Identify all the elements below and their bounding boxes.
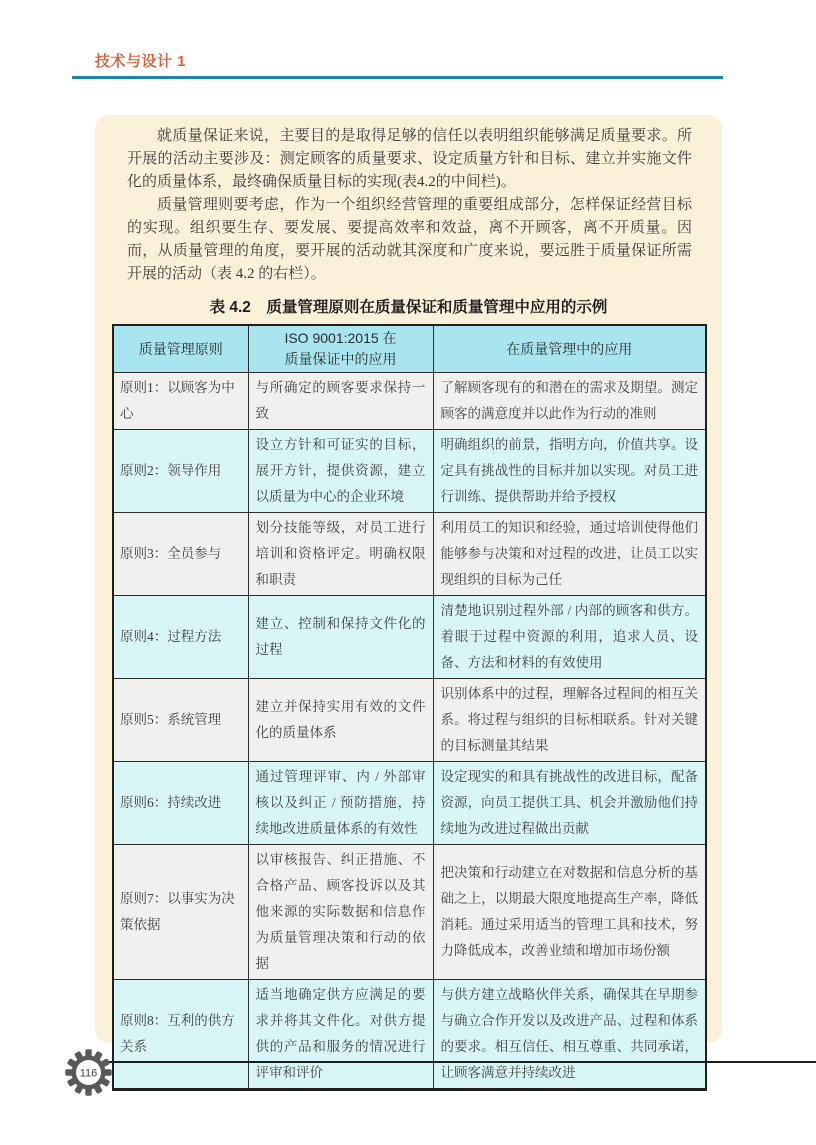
table-row — [113, 980, 706, 1090]
cell-qa: 通过管理评审、内 / 外部审核以及纠正 / 预防措施，持续地改进质量体系的有效性 — [248, 762, 433, 845]
table-row — [113, 430, 706, 513]
intro-paragraph-1: 就质量保证来说，主要目的是取得足够的信任以表明组织能够满足质量要求。所开展的活动主要涉及：测定顾客的质量要求、设定质量方针和目标、建立并实施文件化的质量体系，最终确保质量目标的实现(表4.2的中间栏)。 — [127, 128, 692, 190]
cell-principle: 原则3：全员参与 — [113, 513, 248, 596]
cell-qm: 清楚地识别过程外部 / 内部的顾客和供方。着眼于过程中资源的利用，追求人员、设备、方法和材料的有效使用 — [433, 596, 706, 679]
table-row — [113, 373, 706, 430]
cell-principle: 原则5：系统管理 — [113, 679, 248, 762]
gear-icon — [65, 1049, 112, 1096]
cell-qm: 识别体系中的过程，理解各过程间的相互关系。将过程与组织的目标相联系。针对关键的目标测量其结果 — [433, 679, 706, 762]
table-row — [113, 845, 706, 980]
cell-qa: 适当地确定供方应满足的要求并将其文件化。对供方提供的产品和服务的情况进行评审和评价 — [248, 980, 433, 1090]
page-number: 116 — [79, 1067, 98, 1080]
page-header-title: 技术与设计 1 — [95, 53, 187, 70]
cell-qm: 利用员工的知识和经验，通过培训使得他们能够参与决策和对过程的改进，让员工以实现组织的目标为己任 — [433, 513, 706, 596]
cell-principle: 原则6：持续改进 — [113, 762, 248, 845]
table-row — [113, 596, 706, 679]
cell-qm: 了解顾客现有的和潜在的需求及期望。测定顾客的满意度并以此作为行动的准则 — [433, 373, 706, 430]
cell-qa: 以审核报告、纠正措施、不合格产品、顾客投诉以及其他来源的实际数据和信息作为质量管理决策和行动的依据 — [248, 845, 433, 980]
col-header-principle: 质量管理原则 — [113, 325, 248, 373]
table-row — [113, 762, 706, 845]
col-header-qa — [248, 325, 433, 373]
cell-qm: 设定现实的和具有挑战性的改进目标，配备资源，向员工提供工具、机会并激励他们持续地为改进过程做出贡献 — [433, 762, 706, 845]
cell-principle: 原则1：以顾客为中心 — [113, 373, 248, 430]
col-header-qa-line1: ISO 9001:2015 在 — [284, 330, 397, 346]
table-row — [113, 513, 706, 596]
cell-qa: 建立、控制和保持文件化的过程 — [248, 596, 433, 679]
content-panel — [95, 115, 722, 1080]
col-header-qa-line2: 质量保证中的应用 — [284, 351, 397, 367]
cell-qm: 明确组织的前景，指明方向，价值共享。设定具有挑战性的目标并加以实现。对员工进行训练、提供帮助并给予授权 — [433, 430, 706, 513]
col-header-qm: 在质量管理中的应用 — [433, 325, 706, 373]
table-header-row — [113, 325, 706, 373]
cell-principle: 原则4：过程方法 — [113, 596, 248, 679]
cell-principle: 原则7：以事实为决策依据 — [113, 845, 248, 980]
cell-qa: 与所确定的顾客要求保持一致 — [248, 373, 433, 430]
footer-rule — [108, 1061, 816, 1063]
table-row — [113, 679, 706, 762]
cell-qm: 与供方建立战略伙伴关系，确保其在早期参与确立合作开发以及改进产品、过程和体系的要求。相互信任、相互尊重、共同承诺，让顾客满意并持续改进 — [433, 980, 706, 1090]
cell-qa: 设立方针和可证实的目标，展开方针，提供资源，建立以质量为中心的企业环境 — [248, 430, 433, 513]
table-title: 表 4.2 质量管理原则在质量保证和质量管理中应用的示例 — [209, 299, 608, 316]
quality-principles-table — [112, 324, 707, 1091]
cell-principle: 原则8：互利的供方关系 — [113, 980, 248, 1090]
cell-qa: 划分技能等级，对员工进行培训和资格评定。明确权限和职责 — [248, 513, 433, 596]
cell-qa: 建立并保持实用有效的文件化的质量体系 — [248, 679, 433, 762]
intro-paragraph-2: 质量管理则要考虑，作为一个组织经营管理的重要组成部分，怎样保证经营目标的实现。组织要生存、要发展、要提高效率和效益，离不开顾客，离不开质量。因而，从质量管理的角度，要开展的活动就其深度和广度来说，要远胜于质量保证所需开展的活动（表 4.2 的右栏）。 — [127, 197, 692, 282]
cell-principle: 原则2：领导作用 — [113, 430, 248, 513]
cell-qm: 把决策和行动建立在对数据和信息分析的基础之上，以期最大限度地提高生产率，降低消耗。通过采用适当的管理工具和技术，努力降低成本，改善业绩和增加市场份额 — [433, 845, 706, 980]
header-rule — [72, 76, 723, 79]
